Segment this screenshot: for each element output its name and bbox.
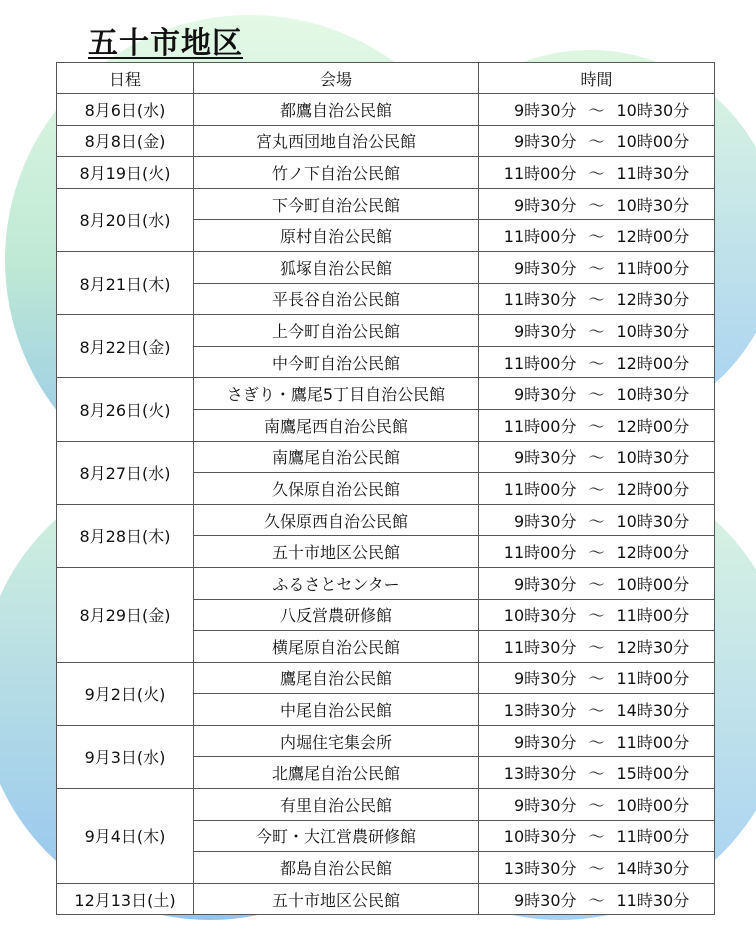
end-time: 11時30分 xyxy=(616,163,690,183)
time-separator: ～ xyxy=(588,637,605,657)
start-time: 11時00分 xyxy=(503,227,577,247)
table-row xyxy=(57,188,715,220)
time-cell xyxy=(479,283,715,315)
venue-cell: さぎり・鷹尾5丁目自治公民館 xyxy=(194,378,479,410)
end-time: 12時00分 xyxy=(616,353,690,373)
venue-cell: ふるさとセンター xyxy=(194,567,479,599)
time-cell xyxy=(479,441,715,473)
date-cell: 9月4日(木) xyxy=(57,789,194,884)
table-row xyxy=(57,157,715,189)
end-time: 10時00分 xyxy=(616,795,690,815)
time-separator: ～ xyxy=(588,448,605,468)
venue-cell: 久保原西自治公民館 xyxy=(194,504,479,536)
time-cell xyxy=(479,725,715,757)
time-cell xyxy=(479,820,715,852)
time-cell xyxy=(479,315,715,347)
start-time: 9時30分 xyxy=(513,732,577,752)
start-time: 9時30分 xyxy=(513,385,577,405)
time-cell xyxy=(479,631,715,663)
end-time: 12時00分 xyxy=(616,543,690,563)
venue-cell: 中尾自治公民館 xyxy=(194,694,479,726)
venue-cell: 久保原自治公民館 xyxy=(194,473,479,505)
time-cell xyxy=(479,94,715,126)
start-time: 9時30分 xyxy=(513,195,577,215)
start-time: 9時30分 xyxy=(513,669,577,689)
table-row xyxy=(57,125,715,157)
end-time: 11時00分 xyxy=(616,606,690,626)
time-cell xyxy=(479,883,715,915)
end-time: 10時30分 xyxy=(616,100,690,120)
time-separator: ～ xyxy=(588,353,605,373)
table-row xyxy=(57,883,715,915)
time-cell xyxy=(479,125,715,157)
end-time: 12時00分 xyxy=(616,227,690,247)
venue-cell: 内堀住宅集会所 xyxy=(194,725,479,757)
time-cell xyxy=(479,757,715,789)
time-separator: ～ xyxy=(588,574,605,594)
table-row xyxy=(57,315,715,347)
start-time: 9時30分 xyxy=(513,511,577,531)
date-cell: 8月6日(水) xyxy=(57,94,194,126)
venue-cell: 北鷹尾自治公民館 xyxy=(194,757,479,789)
time-separator: ～ xyxy=(588,227,605,247)
time-cell xyxy=(479,852,715,884)
start-time: 9時30分 xyxy=(513,448,577,468)
venue-cell: 南鷹尾西自治公民館 xyxy=(194,409,479,441)
end-time: 10時30分 xyxy=(616,321,690,341)
time-cell xyxy=(479,504,715,536)
time-separator: ～ xyxy=(588,764,605,784)
end-time: 11時00分 xyxy=(616,827,690,847)
time-separator: ～ xyxy=(588,100,605,120)
time-cell xyxy=(479,157,715,189)
date-cell: 8月19日(火) xyxy=(57,157,194,189)
time-separator: ～ xyxy=(588,132,605,152)
end-time: 12時00分 xyxy=(616,479,690,499)
end-time: 10時30分 xyxy=(616,448,690,468)
time-separator: ～ xyxy=(588,795,605,815)
start-time: 11時00分 xyxy=(503,543,577,563)
table-row xyxy=(57,378,715,410)
time-separator: ～ xyxy=(588,321,605,341)
venue-cell: 平長谷自治公民館 xyxy=(194,283,479,315)
table-row xyxy=(57,789,715,821)
venue-cell: 下今町自治公民館 xyxy=(194,188,479,220)
venue-cell: 狐塚自治公民館 xyxy=(194,251,479,283)
time-cell xyxy=(479,409,715,441)
end-time: 12時30分 xyxy=(616,290,690,310)
date-cell: 9月3日(水) xyxy=(57,725,194,788)
time-cell xyxy=(479,188,715,220)
end-time: 11時00分 xyxy=(616,258,690,278)
time-cell xyxy=(479,378,715,410)
time-separator: ～ xyxy=(588,669,605,689)
start-time: 11時00分 xyxy=(503,353,577,373)
start-time: 13時30分 xyxy=(503,764,577,784)
time-cell xyxy=(479,662,715,694)
time-separator: ～ xyxy=(588,701,605,721)
venue-cell: 都鷹自治公民館 xyxy=(194,94,479,126)
start-time: 9時30分 xyxy=(513,574,577,594)
table-row xyxy=(57,504,715,536)
time-separator: ～ xyxy=(588,543,605,563)
header-venue: 会場 xyxy=(194,63,479,94)
end-time: 10時00分 xyxy=(616,574,690,594)
start-time: 11時00分 xyxy=(503,163,577,183)
table-row xyxy=(57,251,715,283)
venue-cell: 鷹尾自治公民館 xyxy=(194,662,479,694)
table-row xyxy=(57,662,715,694)
venue-cell: 上今町自治公民館 xyxy=(194,315,479,347)
time-separator: ～ xyxy=(588,827,605,847)
date-cell: 9月2日(火) xyxy=(57,662,194,725)
end-time: 11時00分 xyxy=(616,732,690,752)
end-time: 14時30分 xyxy=(616,701,690,721)
end-time: 10時30分 xyxy=(616,195,690,215)
time-separator: ～ xyxy=(588,479,605,499)
time-separator: ～ xyxy=(588,290,605,310)
end-time: 15時00分 xyxy=(616,764,690,784)
venue-cell: 横尾原自治公民館 xyxy=(194,631,479,663)
venue-cell: 有里自治公民館 xyxy=(194,789,479,821)
start-time: 9時30分 xyxy=(513,132,577,152)
time-separator: ～ xyxy=(588,385,605,405)
start-time: 10時30分 xyxy=(503,606,577,626)
header-date: 日程 xyxy=(57,63,194,94)
time-cell xyxy=(479,473,715,505)
start-time: 9時30分 xyxy=(513,795,577,815)
time-separator: ～ xyxy=(588,195,605,215)
date-cell: 8月8日(金) xyxy=(57,125,194,157)
time-cell xyxy=(479,220,715,252)
table-row xyxy=(57,94,715,126)
end-time: 10時30分 xyxy=(616,511,690,531)
date-cell: 12月13日(土) xyxy=(57,883,194,915)
start-time: 13時30分 xyxy=(503,701,577,721)
start-time: 11時30分 xyxy=(503,637,577,657)
time-cell xyxy=(479,536,715,568)
time-separator: ～ xyxy=(588,890,605,910)
table-row xyxy=(57,725,715,757)
end-time: 12時00分 xyxy=(616,416,690,436)
time-cell xyxy=(479,789,715,821)
time-separator: ～ xyxy=(588,511,605,531)
venue-cell: 宮丸西団地自治公民館 xyxy=(194,125,479,157)
time-cell xyxy=(479,599,715,631)
time-cell xyxy=(479,567,715,599)
schedule-table xyxy=(56,62,715,915)
time-separator: ～ xyxy=(588,416,605,436)
date-cell: 8月22日(金) xyxy=(57,315,194,378)
time-separator: ～ xyxy=(588,732,605,752)
venue-cell: 南鷹尾自治公民館 xyxy=(194,441,479,473)
start-time: 11時00分 xyxy=(503,479,577,499)
end-time: 11時30分 xyxy=(616,890,690,910)
start-time: 11時00分 xyxy=(503,416,577,436)
start-time: 9時30分 xyxy=(513,258,577,278)
start-time: 9時30分 xyxy=(513,890,577,910)
venue-cell: 竹ノ下自治公民館 xyxy=(194,157,479,189)
table-row xyxy=(57,441,715,473)
start-time: 10時30分 xyxy=(503,827,577,847)
time-separator: ～ xyxy=(588,606,605,626)
date-cell: 8月21日(木) xyxy=(57,251,194,314)
venue-cell: 中今町自治公民館 xyxy=(194,346,479,378)
end-time: 14時30分 xyxy=(616,859,690,879)
header-time: 時間 xyxy=(479,63,715,94)
date-cell: 8月26日(火) xyxy=(57,378,194,441)
start-time: 11時30分 xyxy=(503,290,577,310)
venue-cell: 八反営農研修館 xyxy=(194,599,479,631)
end-time: 10時30分 xyxy=(616,385,690,405)
time-cell xyxy=(479,251,715,283)
venue-cell: 今町・大江営農研修館 xyxy=(194,820,479,852)
header-row xyxy=(57,63,715,94)
venue-cell: 五十市地区公民館 xyxy=(194,883,479,915)
venue-cell: 都島自治公民館 xyxy=(194,852,479,884)
venue-cell: 五十市地区公民館 xyxy=(194,536,479,568)
start-time: 9時30分 xyxy=(513,321,577,341)
table-row xyxy=(57,567,715,599)
start-time: 9時30分 xyxy=(513,100,577,120)
start-time: 13時30分 xyxy=(503,859,577,879)
date-cell: 8月28日(木) xyxy=(57,504,194,567)
end-time: 12時30分 xyxy=(616,637,690,657)
date-cell: 8月20日(水) xyxy=(57,188,194,251)
time-separator: ～ xyxy=(588,258,605,278)
end-time: 10時00分 xyxy=(616,132,690,152)
time-cell xyxy=(479,346,715,378)
date-cell: 8月27日(水) xyxy=(57,441,194,504)
date-cell: 8月29日(金) xyxy=(57,567,194,662)
venue-cell: 原村自治公民館 xyxy=(194,220,479,252)
time-cell xyxy=(479,694,715,726)
time-separator: ～ xyxy=(588,859,605,879)
end-time: 11時00分 xyxy=(616,669,690,689)
page-title: 五十市地区 xyxy=(88,26,243,61)
time-separator: ～ xyxy=(588,163,605,183)
